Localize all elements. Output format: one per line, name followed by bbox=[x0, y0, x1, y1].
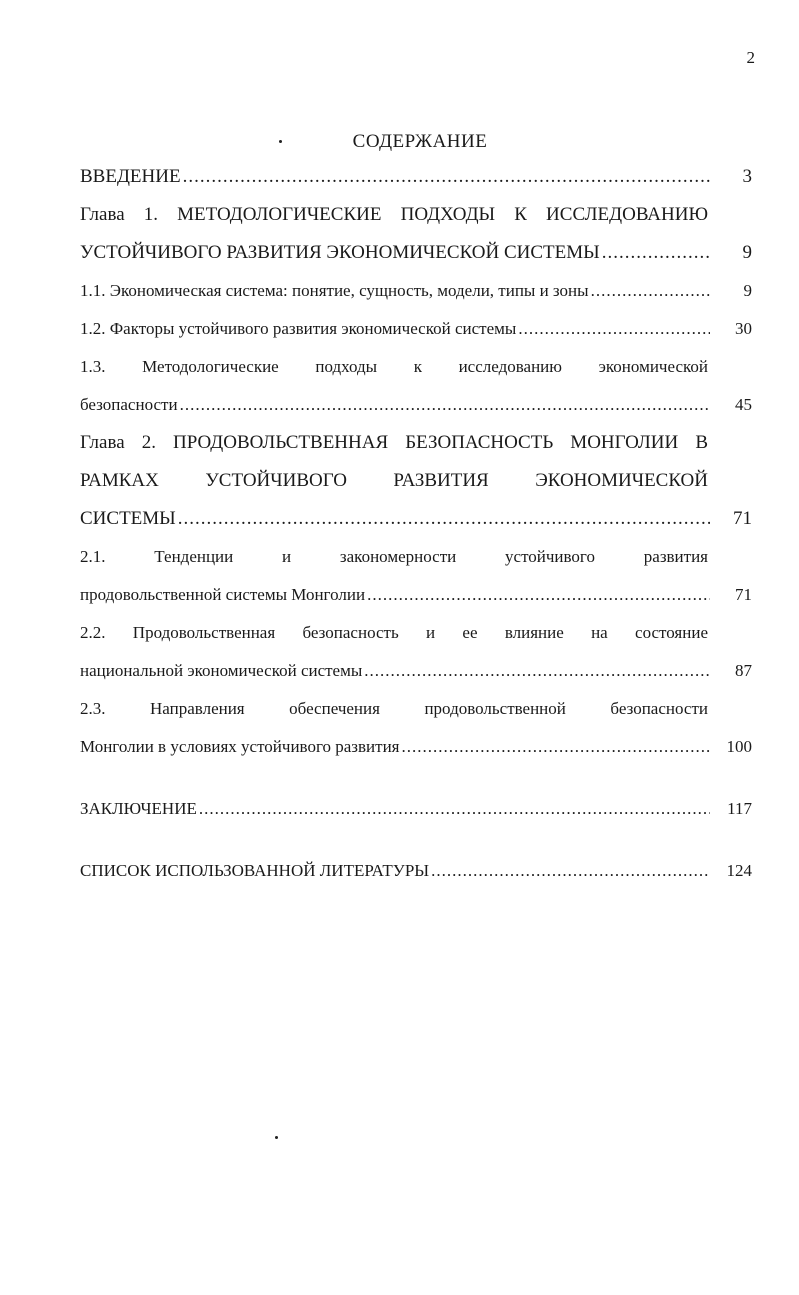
toc-line bbox=[80, 652, 752, 690]
toc-entry-section-1-2[interactable] bbox=[80, 310, 752, 348]
toc-entry-text: ЗАКЛЮЧЕНИЕ bbox=[80, 799, 197, 818]
toc-line bbox=[80, 310, 752, 348]
toc-entry-page: 30 bbox=[735, 319, 752, 338]
toc-line bbox=[80, 500, 752, 538]
dot-leader bbox=[401, 728, 710, 766]
toc-entry-page: 71 bbox=[735, 585, 752, 604]
toc-entry-text: Монголии в условиях устойчивого развития bbox=[80, 737, 400, 756]
toc-entry-page: 3 bbox=[742, 166, 752, 187]
toc-entry-text: продовольственной системы Монголии bbox=[80, 585, 366, 604]
toc-entry-text: СИСТЕМЫ bbox=[80, 508, 176, 529]
toc-entry-page: 45 bbox=[735, 395, 752, 414]
toc-line bbox=[80, 234, 752, 272]
dot-leader bbox=[199, 790, 710, 828]
toc-entry-text: 1.2. Факторы устойчивого развития экономической системы bbox=[80, 319, 517, 338]
dot-leader bbox=[367, 576, 710, 614]
dot-leader bbox=[364, 652, 710, 690]
toc-line bbox=[80, 790, 752, 828]
toc-entry-page: 117 bbox=[727, 799, 752, 818]
spacer bbox=[80, 766, 752, 790]
toc-entry-text: СПИСОК ИСПОЛЬЗОВАННОЙ ЛИТЕРАТУРЫ bbox=[80, 861, 430, 880]
toc-entry-conclusion[interactable] bbox=[80, 790, 752, 828]
toc-entry-section-2-2[interactable] bbox=[80, 614, 752, 690]
dot-leader bbox=[431, 852, 710, 890]
toc-entry-text: УСТОЙЧИВОГО РАЗВИТИЯ ЭКОНОМИЧЕСКОЙ СИСТЕМЫ bbox=[80, 242, 600, 263]
toc-entry-page: 124 bbox=[726, 861, 752, 880]
toc-entry-page: 87 bbox=[735, 661, 752, 680]
toc-entry-introduction[interactable] bbox=[80, 158, 752, 196]
toc-line: 1.3. Методологические подходы к исследованию экономической bbox=[80, 357, 708, 376]
toc-entry-section-1-3[interactable] bbox=[80, 348, 752, 424]
dot-leader bbox=[178, 500, 710, 538]
spacer bbox=[80, 828, 752, 852]
toc-entry-text: национальной экономической системы bbox=[80, 661, 363, 680]
toc-line: 2.3. Направления обеспечения продовольственной безопасности bbox=[80, 699, 708, 718]
dot-leader bbox=[183, 158, 710, 196]
toc-entry-chapter-2[interactable] bbox=[80, 424, 752, 538]
toc-line bbox=[80, 852, 752, 890]
page-number: 2 bbox=[746, 48, 755, 67]
toc-entry-page: 100 bbox=[726, 737, 752, 756]
toc-entry-chapter-1[interactable] bbox=[80, 196, 752, 272]
toc-line bbox=[80, 576, 752, 614]
toc-line: 2.2. Продовольственная безопасность и ее влияние на состояние bbox=[80, 623, 708, 642]
dot-leader bbox=[180, 386, 710, 424]
toc-entry-references[interactable] bbox=[80, 852, 752, 890]
toc-entry-section-2-1[interactable] bbox=[80, 538, 752, 614]
toc-line: Глава 1. МЕТОДОЛОГИЧЕСКИЕ ПОДХОДЫ К ИССЛЕДОВАНИЮ bbox=[80, 204, 708, 225]
toc-line: 2.1. Тенденции и закономерности устойчивого развития bbox=[80, 547, 708, 566]
dot-leader bbox=[602, 234, 710, 272]
toc-line bbox=[80, 158, 752, 196]
scan-speck bbox=[275, 1136, 278, 1139]
toc-entry-section-1-1[interactable] bbox=[80, 272, 752, 310]
toc-entry-page: 71 bbox=[733, 508, 752, 529]
toc-entry-page: 9 bbox=[742, 242, 752, 263]
toc-entry-text: безопасности bbox=[80, 395, 178, 414]
toc-line bbox=[80, 272, 752, 310]
toc-line bbox=[80, 386, 752, 424]
toc-line: РАМКАХ УСТОЙЧИВОГО РАЗВИТИЯ ЭКОНОМИЧЕСКОЙ bbox=[80, 470, 708, 491]
toc-line bbox=[80, 728, 752, 766]
toc-line: Глава 2. ПРОДОВОЛЬСТВЕННАЯ БЕЗОПАСНОСТЬ МОНГОЛИИ В bbox=[80, 432, 708, 453]
dot-leader bbox=[591, 272, 710, 310]
toc-title: СОДЕРЖАНИЕ bbox=[352, 131, 488, 152]
table-of-contents bbox=[80, 158, 752, 890]
toc-entry-page: 9 bbox=[743, 281, 752, 300]
dot-leader bbox=[518, 310, 710, 348]
toc-entry-text: 1.1. Экономическая система: понятие, сущность, модели, типы и зоны bbox=[80, 281, 589, 300]
toc-entry-text: ВВЕДЕНИЕ bbox=[80, 166, 181, 187]
toc-entry-section-2-3[interactable] bbox=[80, 690, 752, 766]
